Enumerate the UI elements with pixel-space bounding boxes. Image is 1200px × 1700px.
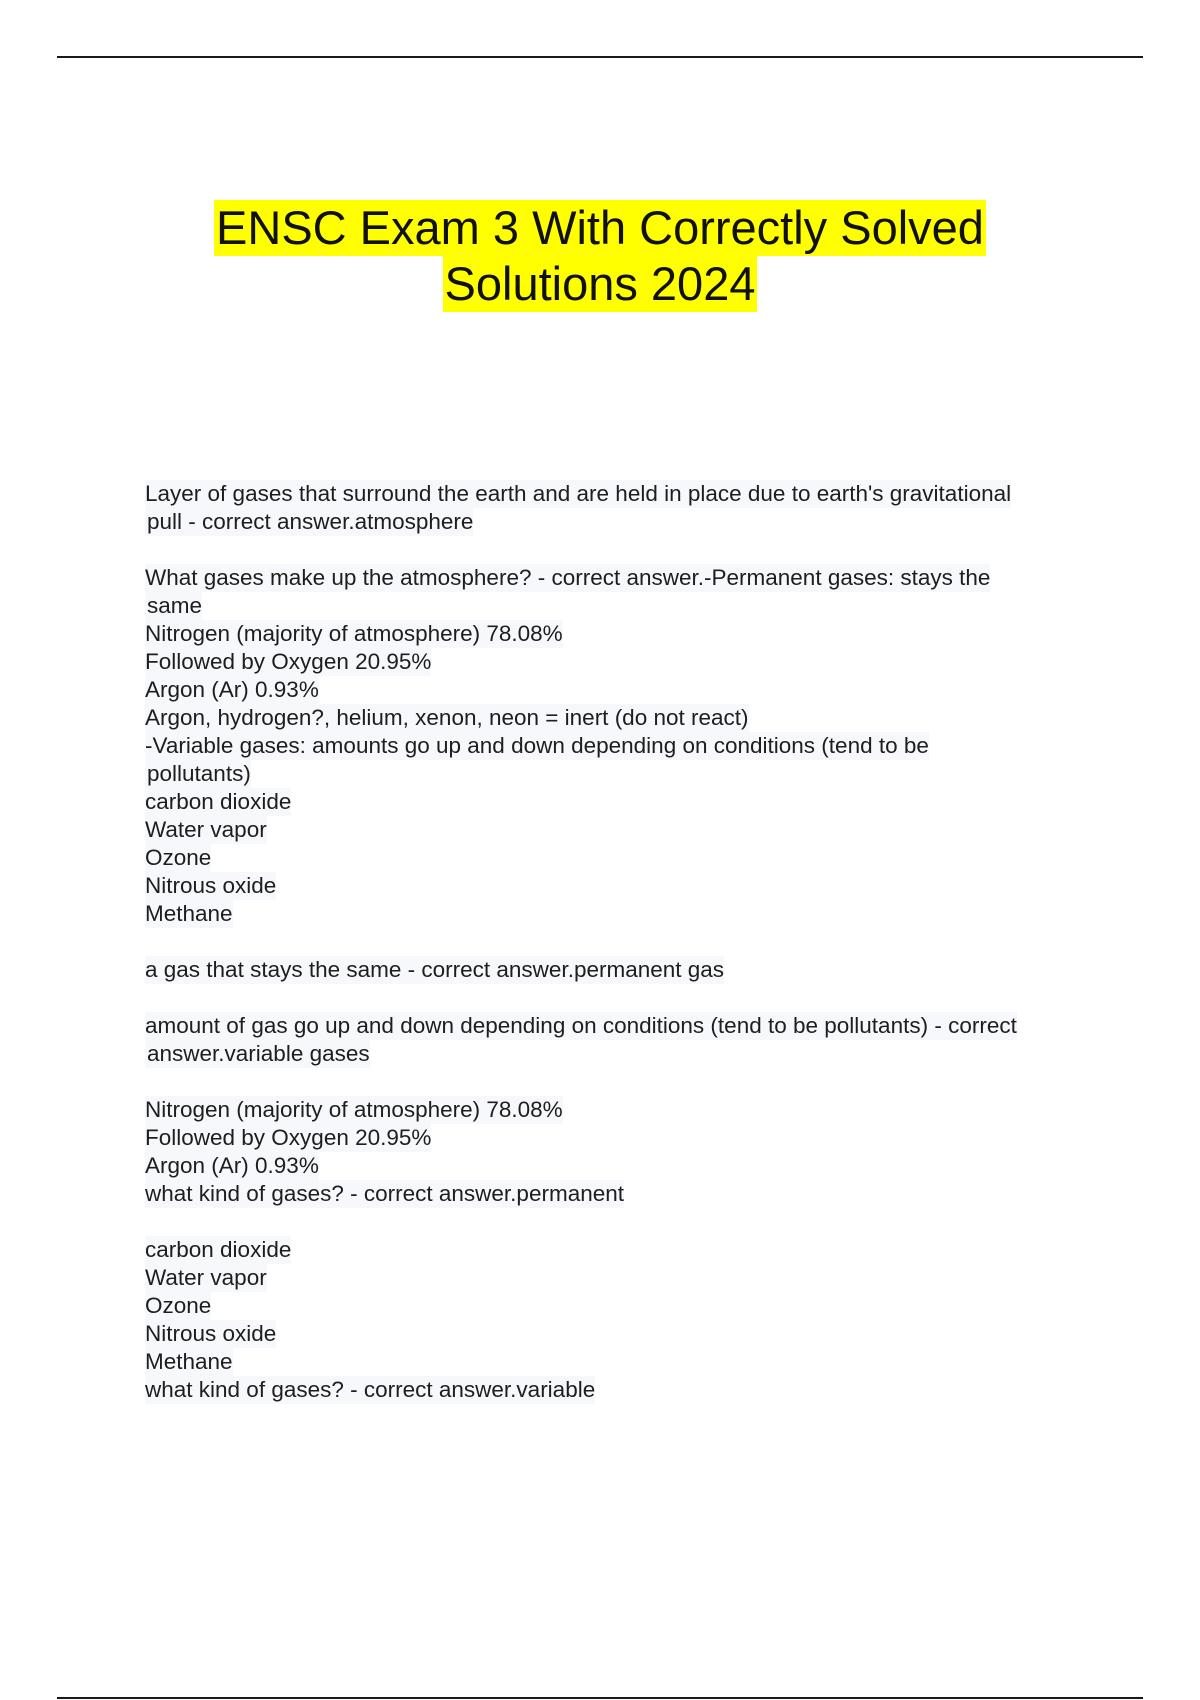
text-line: Layer of gases that surround the earth and are held in place due to earth's gravitational	[145, 481, 1012, 506]
title-line-2: Solutions 2024	[444, 257, 756, 310]
text-line: Water vapor	[145, 1265, 267, 1290]
text-line: Ozone	[145, 1293, 212, 1318]
qa-paragraph-5	[145, 1096, 1085, 1208]
text-line: Argon (Ar) 0.93%	[145, 677, 319, 702]
text-line: Argon (Ar) 0.93%	[145, 1153, 319, 1178]
text-line: pull - correct answer.atmosphere	[147, 509, 474, 534]
text-line: answer.variable gases	[147, 1041, 370, 1066]
text-line: a gas that stays the same - correct answer.permanent gas	[145, 957, 725, 982]
text-line: carbon dioxide	[145, 789, 292, 814]
text-line: Argon, hydrogen?, helium, xenon, neon = inert (do not react)	[145, 705, 749, 730]
text-line: Methane	[145, 1349, 233, 1374]
qa-paragraph-4	[145, 1012, 1085, 1068]
qa-paragraph-3	[145, 956, 1085, 984]
bottom-rule	[57, 1697, 1143, 1699]
text-line: pollutants)	[147, 761, 251, 786]
text-line: -Variable gases: amounts go up and down depending on conditions (tend to be	[145, 733, 929, 758]
text-line: what kind of gases? - correct answer.variable	[145, 1377, 596, 1402]
text-line: amount of gas go up and down depending on conditions (tend to be pollutants) - correct	[145, 1013, 1017, 1038]
text-line: What gases make up the atmosphere? - correct answer.-Permanent gases: stays the	[145, 565, 991, 590]
text-line: what kind of gases? - correct answer.permanent	[145, 1181, 624, 1206]
text-line: same	[147, 593, 203, 618]
top-rule	[57, 56, 1143, 58]
text-line: Ozone	[145, 845, 212, 870]
title-line-1: ENSC Exam 3 With Correctly Solved	[216, 201, 984, 254]
text-line: Nitrogen (majority of atmosphere) 78.08%	[145, 621, 563, 646]
text-line: Followed by Oxygen 20.95%	[145, 649, 432, 674]
text-line: Followed by Oxygen 20.95%	[145, 1125, 432, 1150]
text-line: Nitrous oxide	[145, 873, 277, 898]
text-line: Methane	[145, 901, 233, 926]
document-body	[145, 480, 1085, 1432]
qa-paragraph-1	[145, 480, 1085, 536]
text-line: Nitrogen (majority of atmosphere) 78.08%	[145, 1097, 563, 1122]
text-line: Water vapor	[145, 817, 267, 842]
qa-paragraph-2	[145, 564, 1085, 928]
text-line: Nitrous oxide	[145, 1321, 277, 1346]
text-line: carbon dioxide	[145, 1237, 292, 1262]
document-title	[0, 200, 1200, 312]
qa-paragraph-6	[145, 1236, 1085, 1404]
